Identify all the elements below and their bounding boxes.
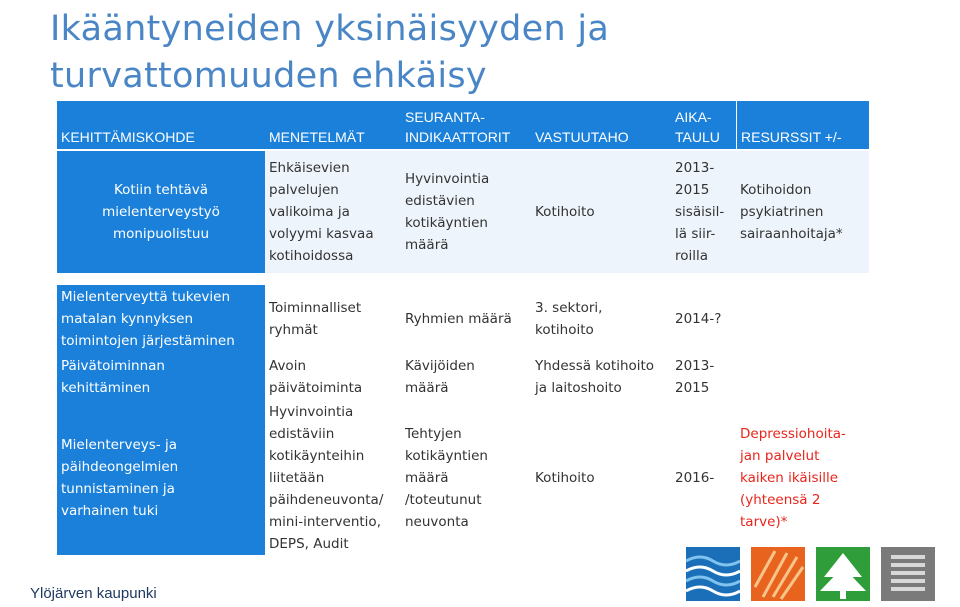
cell-line: DEPS, Audit bbox=[269, 536, 349, 552]
cell-line: 3. sektori, bbox=[535, 300, 603, 316]
cell-line: Hyvinvointia bbox=[269, 404, 354, 420]
cell-seuranta bbox=[401, 401, 531, 555]
cell-resurssit bbox=[736, 149, 869, 273]
cell-line: Yhdessä kotihoito bbox=[535, 358, 655, 374]
cell-line: psykiatrinen bbox=[740, 204, 824, 220]
cell-kohde bbox=[57, 273, 265, 353]
cell-aikataulu bbox=[671, 401, 736, 555]
cell-line: 2014-? bbox=[675, 311, 722, 327]
cell-line: sisäisil- bbox=[675, 204, 725, 220]
cell-line: jan palvelut bbox=[740, 448, 820, 464]
header-seuranta-line2: INDIKAATTORIT bbox=[405, 129, 511, 145]
cell-line: kehittäminen bbox=[61, 380, 151, 396]
cell-kohde bbox=[57, 401, 265, 555]
header-menetelmat: MENETELMÄT bbox=[265, 101, 401, 149]
cell-line: lä siir- bbox=[675, 226, 716, 242]
cell-line: liitetään bbox=[269, 470, 325, 486]
header-seuranta bbox=[401, 101, 531, 149]
cell-line: palvelujen bbox=[269, 182, 339, 198]
cell-menetelmat bbox=[265, 353, 401, 401]
cell-aikataulu bbox=[671, 353, 736, 401]
cell-line: neuvonta bbox=[405, 514, 469, 530]
cell-line: päihdeongelmien bbox=[61, 459, 179, 475]
cell-vastuutaho bbox=[531, 353, 671, 401]
cell-line: volyymi kasvaa bbox=[269, 226, 374, 242]
cell-line: kotikäyntien bbox=[405, 448, 488, 464]
cell-seuranta bbox=[401, 273, 531, 353]
cell-menetelmat bbox=[265, 149, 401, 273]
cell-line: Kävijöiden bbox=[405, 358, 475, 374]
cell-line: Toiminnalliset bbox=[269, 300, 362, 316]
cell-line: edistäviin bbox=[269, 426, 335, 442]
cell-line: Kotihoito bbox=[535, 470, 595, 486]
cell-line: Päivätoiminnan bbox=[61, 358, 165, 374]
cell-line: määrä bbox=[405, 470, 449, 486]
cell-kohde bbox=[57, 149, 265, 273]
header-kehittamiskohde: KEHITTÄMISKOHDE bbox=[57, 101, 265, 149]
cell-line: 2016- bbox=[675, 470, 715, 486]
cell-line: edistävien bbox=[405, 193, 475, 209]
cell-aikataulu bbox=[671, 273, 736, 353]
cell-line: kotihoidossa bbox=[269, 248, 354, 264]
cell-line: Hyvinvointia bbox=[405, 171, 490, 187]
water-logo bbox=[686, 547, 740, 601]
cell-line: Depressiohoita- bbox=[740, 426, 846, 442]
cell-line: 2013- bbox=[675, 160, 715, 176]
cell-line: Mielenterveys- ja bbox=[61, 437, 177, 453]
header-vastuutaho: VASTUUTAHO bbox=[531, 101, 671, 149]
cell-line: kotihoito bbox=[535, 322, 594, 338]
tree-logo bbox=[816, 547, 870, 601]
cell-line: ja laitoshoito bbox=[535, 380, 622, 396]
cell-line: Kotihoito bbox=[535, 204, 595, 220]
cell-line: määrä bbox=[405, 380, 449, 396]
header-row bbox=[57, 101, 869, 149]
cell-line: 2013- bbox=[675, 358, 715, 374]
cell-vastuutaho bbox=[531, 273, 671, 353]
cell-line: Ryhmien määrä bbox=[405, 311, 512, 327]
cell-line: /toteutunut bbox=[405, 492, 482, 508]
building-logo bbox=[881, 547, 935, 601]
cell-seuranta bbox=[401, 353, 531, 401]
cell-seuranta bbox=[401, 149, 531, 273]
cell-line: Tehtyjen bbox=[405, 426, 462, 442]
title-line-2: turvattomuuden ehkäisy bbox=[50, 56, 487, 96]
cell-line: Ehkäisevien bbox=[269, 160, 350, 176]
cell-line: päivätoiminta bbox=[269, 380, 363, 396]
cell-line: kotikäyntien bbox=[405, 215, 488, 231]
cell-line: Mielenterveyttä tukevien bbox=[61, 289, 230, 305]
footer-city-name: Ylöjärven kaupunki bbox=[30, 585, 157, 602]
cell-resurssit bbox=[736, 353, 869, 401]
cell-line: roilla bbox=[675, 248, 709, 264]
cell-line: ryhmät bbox=[269, 322, 318, 338]
cell-line: 2015 bbox=[675, 182, 710, 198]
cell-menetelmat bbox=[265, 401, 401, 555]
cell-vastuutaho bbox=[531, 149, 671, 273]
cell-line: mini-interventio, bbox=[269, 514, 381, 530]
cell-line: monipuolistuu bbox=[112, 226, 210, 242]
cell-line: sairaanhoitaja* bbox=[740, 226, 843, 242]
cell-line: kotikäynteihin bbox=[269, 448, 365, 464]
header-aikataulu-line1: AIKA- bbox=[675, 109, 712, 125]
cell-line: 2015 bbox=[675, 380, 710, 396]
cell-line: määrä bbox=[405, 237, 449, 253]
wheat-logo bbox=[751, 547, 805, 601]
header-resurssit: RESURSSIT +/- bbox=[736, 101, 869, 149]
header-aikataulu-line2: TAULU bbox=[675, 129, 720, 145]
cell-resurssit-highlight bbox=[736, 401, 869, 555]
cell-line: Kotihoidon bbox=[740, 182, 812, 198]
cell-line: (yhteensä 2 bbox=[740, 492, 821, 508]
title-line-1: Ikääntyneiden yksinäisyyden ja bbox=[50, 9, 610, 49]
page-title bbox=[50, 6, 930, 100]
cell-resurssit bbox=[736, 273, 869, 353]
cell-line: päihdeneuvonta/ bbox=[269, 492, 384, 508]
table-row bbox=[57, 149, 869, 273]
table-row bbox=[57, 401, 869, 555]
cell-line: matalan kynnyksen bbox=[61, 311, 194, 327]
cell-line: Kotiin tehtävä bbox=[113, 182, 209, 198]
cell-menetelmat bbox=[265, 273, 401, 353]
header-aikataulu bbox=[671, 101, 736, 149]
cell-line: kaiken ikäisille bbox=[740, 470, 839, 486]
header-seuranta-line1: SEURANTA- bbox=[405, 109, 485, 125]
cell-kohde bbox=[57, 353, 265, 401]
cell-vastuutaho bbox=[531, 401, 671, 555]
cell-line: Avoin bbox=[269, 358, 306, 374]
cell-line: tarve)* bbox=[740, 514, 788, 530]
cell-line: varhainen tuki bbox=[61, 503, 159, 519]
cell-line: mielenterveystyö bbox=[102, 204, 220, 220]
cell-line: tunnistaminen ja bbox=[61, 481, 175, 497]
table-row bbox=[57, 353, 869, 401]
table-row bbox=[57, 273, 869, 353]
cell-line: toimintojen järjestäminen bbox=[61, 333, 235, 349]
cell-aikataulu bbox=[671, 149, 736, 273]
cell-line: valikoima ja bbox=[269, 204, 350, 220]
plan-table bbox=[57, 101, 869, 555]
